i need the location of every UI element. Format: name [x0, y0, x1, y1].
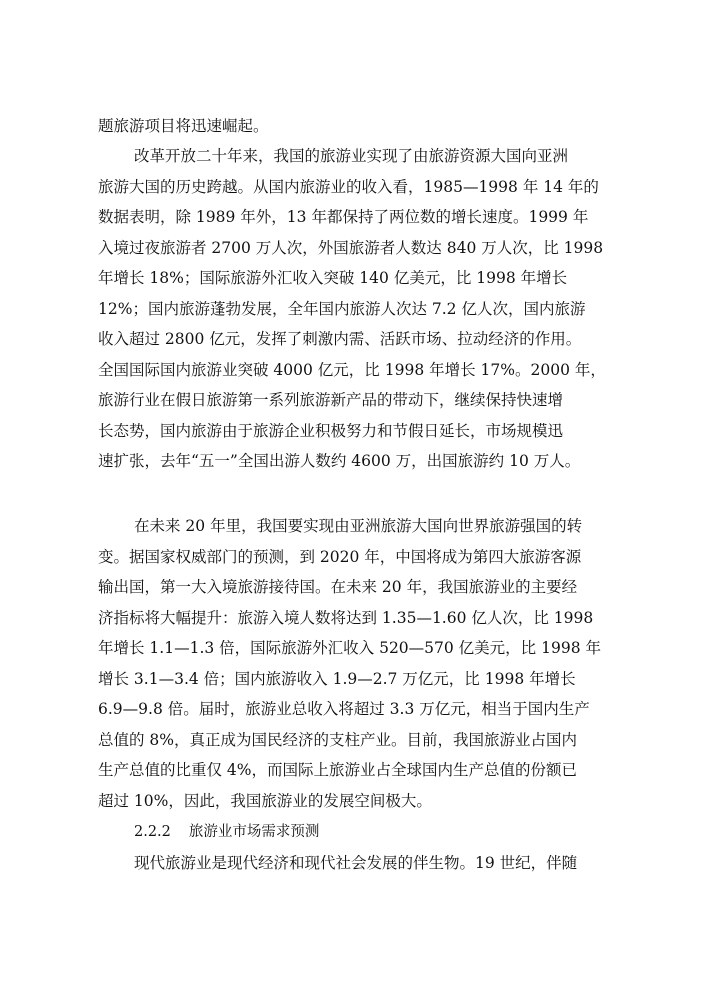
- paragraph-1-line-3: 数据表明，除 1989 年外，13 年都保持了两位数的增长速度。1999 年: [98, 208, 589, 226]
- paragraph-1-line-11: 速扩张，去年“五一”全国出游人数约 4600 万，出国旅游约 10 万人。: [98, 452, 581, 470]
- paragraph-2-line-5: 年增长 1.1—1.3 倍，国际旅游外汇收入 520—570 亿美元，比 1998 年: [98, 639, 601, 657]
- paragraph-2-line-1: 在未来 20 年里，我国要实现由亚洲旅游大国向世界旅游强国的转: [134, 517, 583, 535]
- paragraph-2-line-8: 总值的 8%，真正成为国民经济的支柱产业。目前，我国旅游业占国内: [98, 731, 578, 749]
- paragraph-1-line-2: 旅游大国的历史跨越。从国内旅游业的收入看，1985—1998 年 14 年的: [98, 178, 599, 196]
- section-heading: [134, 822, 319, 842]
- paragraph-1-line-6: 12%；国内旅游蓬勃发展，全年国内旅游人次达 7.2 亿人次，国内旅游: [98, 300, 586, 318]
- final-paragraph-line-1: 现代旅游业是现代经济和现代社会发展的伴生物。19 世纪，伴随: [134, 854, 578, 872]
- section-number: 2.2.2: [134, 824, 171, 840]
- paragraph-2-line-7: 6.9—9.8 倍。届时，旅游业总收入将超过 3.3 万亿元，相当于国内生产: [98, 700, 590, 718]
- paragraph-2-line-4: 济指标将大幅提升：旅游入境人数将达到 1.35—1.60 亿人次，比 1998: [98, 609, 594, 627]
- paragraph-1-line-10: 长态势，国内旅游由于旅游企业积极努力和节假日延长，市场规模迅: [98, 422, 564, 440]
- paragraph-1-line-7: 收入超过 2800 亿元，发挥了刺激内需、活跃市场、拉动经济的作用。: [98, 330, 582, 348]
- paragraph-1-line-9: 旅游行业在假日旅游第一系列旅游新产品的带动下，继续保持快速增: [98, 391, 564, 409]
- paragraph-1-line-8: 全国国际国内旅游业突破 4000 亿元，比 1998 年增长 17%。2000 年，: [98, 361, 606, 379]
- paragraph-2-line-6: 增长 3.1—3.4 倍；国内旅游收入 1.9—2.7 万亿元，比 1998 年增长: [98, 670, 576, 688]
- paragraph-2-line-9: 生产总值的比重仅 4%，而国际上旅游业占全球国内生产总值的份额已: [98, 761, 578, 779]
- paragraph-continuation-line: 题旅游项目将迅速崛起。: [98, 117, 269, 135]
- paragraph-2-line-2: 变。据国家权威部门的预测，到 2020 年，中国将成为第四大旅游客源: [98, 548, 582, 566]
- paragraph-2-line-3: 输出国，第一大入境旅游接待国。在未来 20 年，我国旅游业的主要经: [98, 578, 578, 596]
- paragraph-2-line-10: 超过 10%，因此，我国旅游业的发展空间极大。: [98, 792, 432, 810]
- paragraph-1-line-4: 入境过夜旅游者 2700 万人次，外国旅游者人数达 840 万人次，比 1998: [98, 239, 604, 257]
- paragraph-1-line-5: 年增长 18%；国际旅游外汇收入突破 140 亿美元，比 1998 年增长: [98, 269, 568, 287]
- section-title: 旅游业市场需求预测: [188, 824, 320, 840]
- paragraph-1-line-1: 改革开放二十年来，我国的旅游业实现了由旅游资源大国向亚洲: [134, 147, 569, 165]
